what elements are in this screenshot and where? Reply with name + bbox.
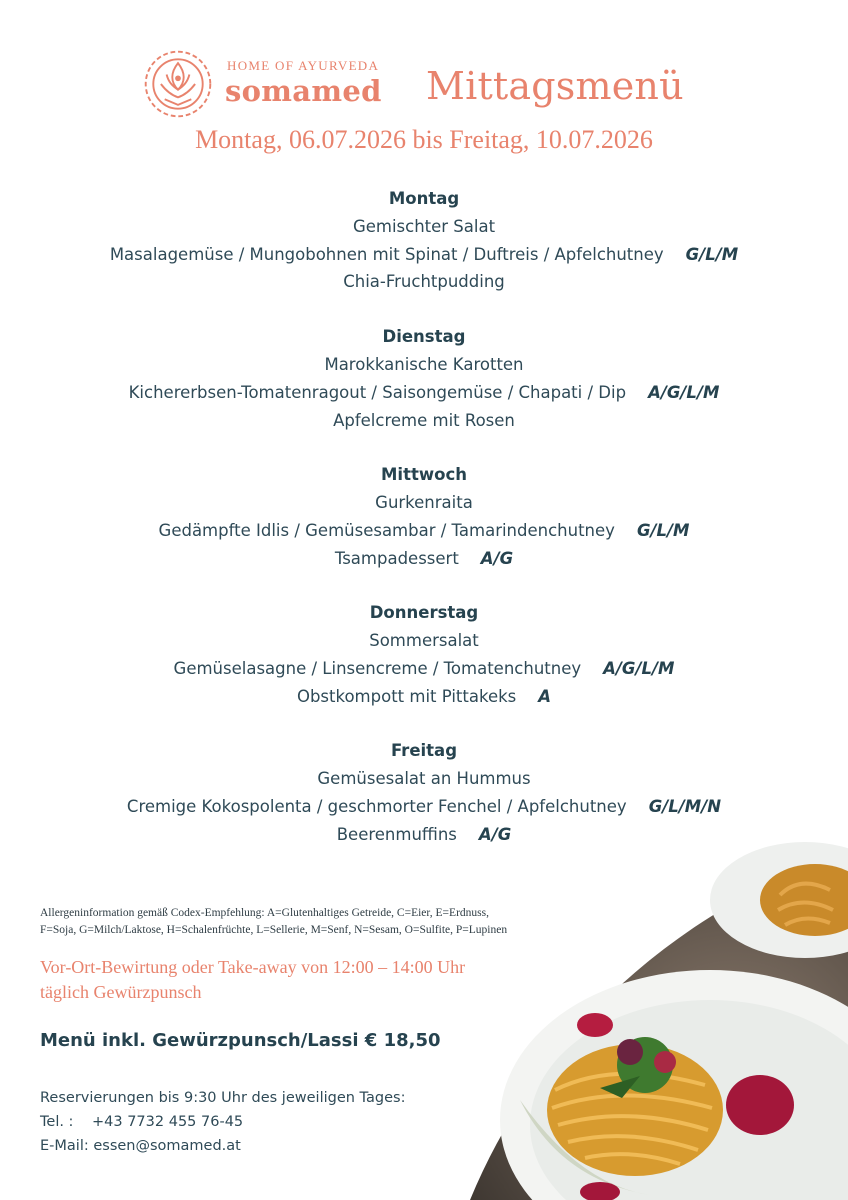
day-monday: [0, 185, 848, 296]
day-wednesday: [0, 461, 848, 572]
dish-text: Gemüsesalat an Hummus: [317, 769, 531, 789]
pasta-plate-photo: [460, 840, 848, 1200]
day-name: Freitag: [390, 741, 458, 761]
menu-line: [0, 627, 848, 655]
contact-info: [40, 1086, 480, 1158]
service-punch: täglich Gewürzpunsch: [40, 982, 202, 1002]
menu-line: [0, 683, 848, 711]
day-name: Mittwoch: [381, 465, 467, 485]
menu-days: [0, 185, 848, 876]
day-name: Dienstag: [382, 327, 466, 347]
service-hours: Vor-Ort-Bewirtung oder Take-away von 12:00 – 14:00 Uhr: [40, 957, 466, 977]
menu-line: [0, 765, 848, 793]
menu-line: [0, 517, 848, 545]
menu-line: [0, 407, 848, 435]
brand-tagline: HOME OF AYURVEDA: [227, 58, 380, 73]
allergen-codes: G/L/M/N: [648, 797, 722, 817]
allergen-info-line: F=Soja, G=Milch/Laktose, H=Schalenfrüchte, L=Sellerie, M=Senf, N=Sesam, O=Sulfite, P=Lupinen: [40, 924, 508, 936]
dish-text: Cremige Kokospolenta / geschmorter Fenchel / Apfelchutney: [126, 797, 627, 817]
email-link[interactable]: essen@somamed.at: [93, 1138, 241, 1154]
day-tuesday: [0, 323, 848, 434]
allergen-codes: A: [538, 686, 552, 706]
day-thursday: [0, 599, 848, 710]
reservation-note: Reservierungen bis 9:30 Uhr des jeweiligen Tages:: [40, 1090, 406, 1106]
dish-text: Tsampadessert: [334, 548, 459, 568]
allergen-info: [40, 905, 600, 939]
dish-text: Sommersalat: [369, 631, 479, 651]
dish-text: Apfelcreme mit Rosen: [333, 410, 515, 430]
allergen-codes: A/G: [480, 548, 514, 568]
dish-text: Kichererbsen-Tomatenragout / Saisongemüse / Chapati / Dip: [128, 382, 627, 402]
day-name: Montag: [388, 189, 460, 208]
allergen-codes: A/G/L/M: [648, 382, 720, 402]
menu-line: [0, 351, 848, 379]
service-info: [40, 955, 600, 1005]
allergen-codes: A/G: [478, 824, 512, 844]
dish-text: Obstkompott mit Pittakeks: [296, 686, 517, 706]
dish-text: Masalagemüse / Mungobohnen mit Spinat / Duftreis / Apfelchutney: [109, 244, 664, 264]
dish-text: Marokkanische Karotten: [324, 355, 524, 375]
allergen-codes: A/G/L/M: [603, 659, 675, 679]
menu-price: Menü inkl. Gewürzpunsch/Lassi € 18,50: [40, 1030, 441, 1051]
dish-text: Gemischter Salat: [352, 217, 496, 236]
dish-text: Gurkenraita: [375, 493, 473, 513]
dish-text: Gedämpfte Idlis / Gemüsesambar / Tamarindenchutney: [158, 520, 615, 540]
day-name: Donnerstag: [369, 603, 479, 623]
lotus-mandala-icon: [140, 46, 216, 122]
menu-line: [0, 379, 848, 407]
brand-name: somamed: [225, 74, 382, 108]
page-title: Mittagsmenü: [426, 64, 684, 108]
allergen-codes: G/L/M: [685, 244, 739, 264]
menu-line: [0, 793, 848, 821]
email-row: [40, 1134, 480, 1158]
menu-line: [0, 241, 848, 269]
allergen-codes: G/L/M: [636, 520, 690, 540]
phone-number[interactable]: +43 7732 455 76-45: [92, 1114, 244, 1130]
menu-line: [0, 213, 848, 241]
menu-line: [0, 545, 848, 573]
menu-line: [0, 655, 848, 683]
dish-text: Chia-Fruchtpudding: [343, 272, 505, 292]
phone-row: [40, 1110, 480, 1134]
menu-line: [0, 489, 848, 517]
email-label: E-Mail:: [40, 1138, 89, 1154]
dish-text: Beerenmuffins: [336, 824, 457, 844]
dish-text: Gemüselasagne / Linsencreme / Tomatenchutney: [173, 659, 582, 679]
day-friday: [0, 737, 848, 848]
allergen-info-line: Allergeninformation gemäß Codex-Empfehlung: A=Glutenhaltiges Getreide, C=Eier, E=Erdnuss,: [40, 907, 489, 919]
header: [0, 40, 848, 120]
phone-label: Tel. :: [40, 1114, 74, 1130]
date-range: Montag, 06.07.2026 bis Freitag, 10.07.2026: [195, 125, 653, 154]
menu-line: [0, 268, 848, 296]
